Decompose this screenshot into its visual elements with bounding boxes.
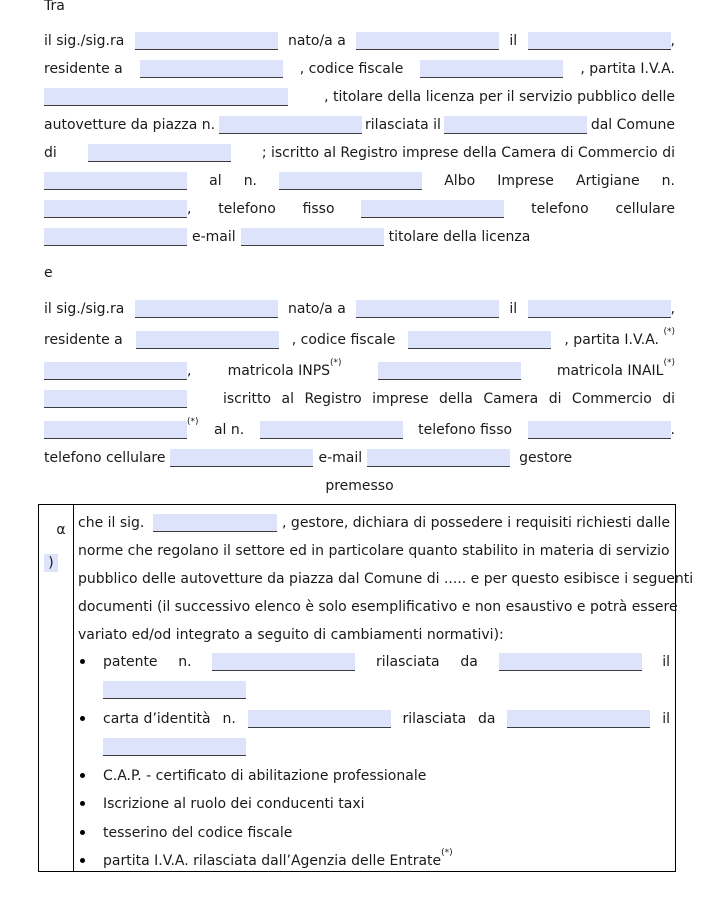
p1-license-date-field[interactable] [444,116,587,134]
label-cap: C.A.P. - certificato di abilitazione professionale [103,768,427,784]
label-al: al [209,173,222,189]
p1-birthplace-field[interactable] [356,32,499,50]
label-rilasciata-il: rilasciata il [365,117,441,133]
label-matricola-inail: matricola INAIL [556,363,664,379]
period: . [670,422,675,438]
label-che-il-sig: che il sig. [78,515,145,531]
label-il: il [509,33,518,49]
label-nato: nato/a a [287,33,346,49]
label-matricola-inps: matricola INPS [227,363,331,379]
label-titolare-servizio: , titolare della licenza per il servizio pubblico delle [324,89,675,105]
label-piva-agenzia: partita I.V.A. rilasciata dall’Agenzia delle Entrate [103,853,442,869]
label-n: n. [178,654,192,670]
p1-line-7 [44,199,675,219]
p1-tax-code-field[interactable] [420,60,563,78]
label-premesso: premesso [325,478,394,494]
label-email: e-mail [318,450,363,466]
label-imprese: Imprese [497,173,554,189]
tbl-text-1: , gestore, dichiara di possedere i requisiti richiesti dalle [282,515,670,531]
paren-field[interactable]: ) [44,554,58,572]
p1-line-3 [44,87,675,107]
p1-comune-field[interactable] [88,144,231,162]
alpha-marker: α [56,522,66,538]
p1-line-4 [44,115,675,135]
p2-line-6 [44,448,675,468]
tra-label: Tra [44,0,65,14]
footnote-marker: (*) [187,417,199,428]
bullet-piva [103,848,670,871]
patente-issuer-field[interactable] [499,653,642,671]
label-cellulare: cellulare [615,201,675,217]
bullet-carta [103,709,670,729]
p1-line-2 [44,59,675,79]
p1-albo-number-field[interactable] [44,200,187,218]
p1-line-8 [44,227,675,247]
label-dal-comune: dal Comune [590,117,675,133]
bullet-cap [103,766,670,786]
bullet-icon [80,716,85,721]
label-il: il [509,301,518,317]
label-albo: Albo [444,173,476,189]
p2-mobile-field[interactable] [170,449,313,467]
label-albo-n: n. [661,173,675,189]
comma: , [670,301,675,317]
label-titolare-licenza: titolare della licenza [388,229,531,245]
label-telefono-fisso: telefono fisso [418,422,513,438]
p1-line-1 [44,31,675,51]
label-autovetture: autovetture da piazza n. [44,117,216,133]
tra-line [44,0,675,16]
tbl-text-2: norme che regolano il settore ed in particolare quanto stabilito in materia di servizio [78,543,670,559]
tbl-text-4: documenti (il successivo elenco è solo esemplificativo e non esaustivo e potrà essere [78,599,678,615]
p2-vat-field[interactable] [44,362,187,380]
label-telefono: telefono [218,201,276,217]
label-partita-iva: , partita I.V.A. [580,61,675,77]
footnote-marker: (*) [663,358,675,369]
bullet-icon [80,659,85,664]
p1-line-6 [44,171,675,191]
p1-email-field[interactable] [241,228,384,246]
p1-chamber-field[interactable] [44,172,187,190]
label-iscritto: ; iscritto al Registro imprese della Camera di Commercio di [261,145,675,161]
bullet-iscrizione [103,794,670,814]
p1-register-number-field[interactable] [279,172,422,190]
label-patente: patente [103,654,158,670]
label-partita-iva: , partita I.V.A. [564,332,660,348]
label-iscritto: iscritto al Registro imprese della Camera di Commercio di [223,391,675,407]
p2-line-3 [44,358,675,381]
p2-register-number-field[interactable] [260,421,403,439]
bullet-icon [80,801,85,806]
label-da: da [460,654,478,670]
tbl-text-3: pubblico delle autovetture da piazza dal Comune di ..... e per questo esibisce i seguenti [78,571,694,587]
p2-inps-field[interactable] [378,362,521,380]
p1-vat-field[interactable] [44,88,288,106]
label-email: e-mail [192,229,236,245]
id-card-number-field[interactable] [248,710,391,728]
p1-license-number-field[interactable] [219,116,362,134]
tbl-line-1 [78,513,670,533]
p2-landline-field[interactable] [528,421,671,439]
label-il: il [662,711,670,727]
label-n: n. [222,711,236,727]
label-da: da [478,711,496,727]
label-telefono: telefono [531,201,589,217]
label-artigiane: Artigiane [576,173,640,189]
table-divider [73,505,74,871]
footnote-marker: (*) [441,848,453,859]
label-nato: nato/a a [287,301,346,317]
label-telefono-cellulare: telefono cellulare [44,450,166,466]
label-sig: il sig./sig.ra [44,33,125,49]
p1-line-5 [44,143,675,163]
p2-line-5 [44,417,675,440]
label-codice-fiscale: , codice fiscale [299,61,404,77]
label-fisso: fisso [302,201,335,217]
e-line [44,263,675,283]
tbl-line-5 [78,625,670,645]
p2-inail-field[interactable] [44,390,187,408]
bullet-patente-cont [103,680,670,700]
bullet-icon [80,773,85,778]
bullet-icon [80,858,85,863]
p2-line-4 [44,389,675,409]
p2-residence-field[interactable] [136,331,279,349]
patente-number-field[interactable] [212,653,355,671]
comma: , [187,363,192,379]
label-rilasciata: rilasciata [402,711,467,727]
comma: , [670,33,675,49]
footnote-marker: (*) [330,358,342,369]
p2-chamber-field[interactable] [44,421,187,439]
label-rilasciata: rilasciata [375,654,440,670]
p2-birthplace-field[interactable] [356,300,499,318]
tbl-line-3 [78,569,694,589]
label-residente: residente a [44,61,123,77]
id-card-issuer-field[interactable] [507,710,650,728]
bullet-patente [103,652,670,672]
p1-residence-field[interactable] [140,60,283,78]
tbl-text-5: variato ed/od integrato a seguito di cambiamenti normativi): [78,627,504,643]
label-di: di [44,145,57,161]
label-sig: il sig./sig.ra [44,301,125,317]
label-al-n: al n. [213,422,245,438]
id-card-date-field[interactable] [103,738,246,756]
footnote-marker: (*) [663,327,675,338]
label-e: e [44,265,53,281]
patente-date-field[interactable] [103,681,246,699]
label-tesserino: tesserino del codice fiscale [103,825,293,841]
p2-birthdate-field[interactable] [528,300,671,318]
p1-mobile-field[interactable] [44,228,187,246]
bullet-carta-cont [103,737,670,757]
p2-email-field[interactable] [367,449,510,467]
premesso-line [44,476,675,496]
bullet-tesserino [103,823,670,843]
label-il: il [662,654,670,670]
label-n: n. [243,173,258,189]
p2-tax-code-field[interactable] [408,331,551,349]
p1-landline-field[interactable] [361,200,504,218]
label-codice-fiscale: , codice fiscale [291,332,396,348]
label-gestore: gestore [519,450,573,466]
tbl-manager-name-field[interactable] [153,514,277,532]
p1-birthdate-field[interactable] [528,32,671,50]
label-residente: residente a [44,332,123,348]
p2-name-field[interactable] [135,300,278,318]
bullet-icon [80,830,85,835]
p1-name-field[interactable] [135,32,278,50]
comma: , [187,201,192,217]
p2-line-2 [44,327,675,350]
tbl-line-4 [78,597,678,617]
label-carta-identita: carta d’identità [103,711,211,727]
tbl-line-2 [78,541,670,561]
p2-line-1 [44,299,675,319]
label-iscrizione: Iscrizione al ruolo dei conducenti taxi [103,796,365,812]
